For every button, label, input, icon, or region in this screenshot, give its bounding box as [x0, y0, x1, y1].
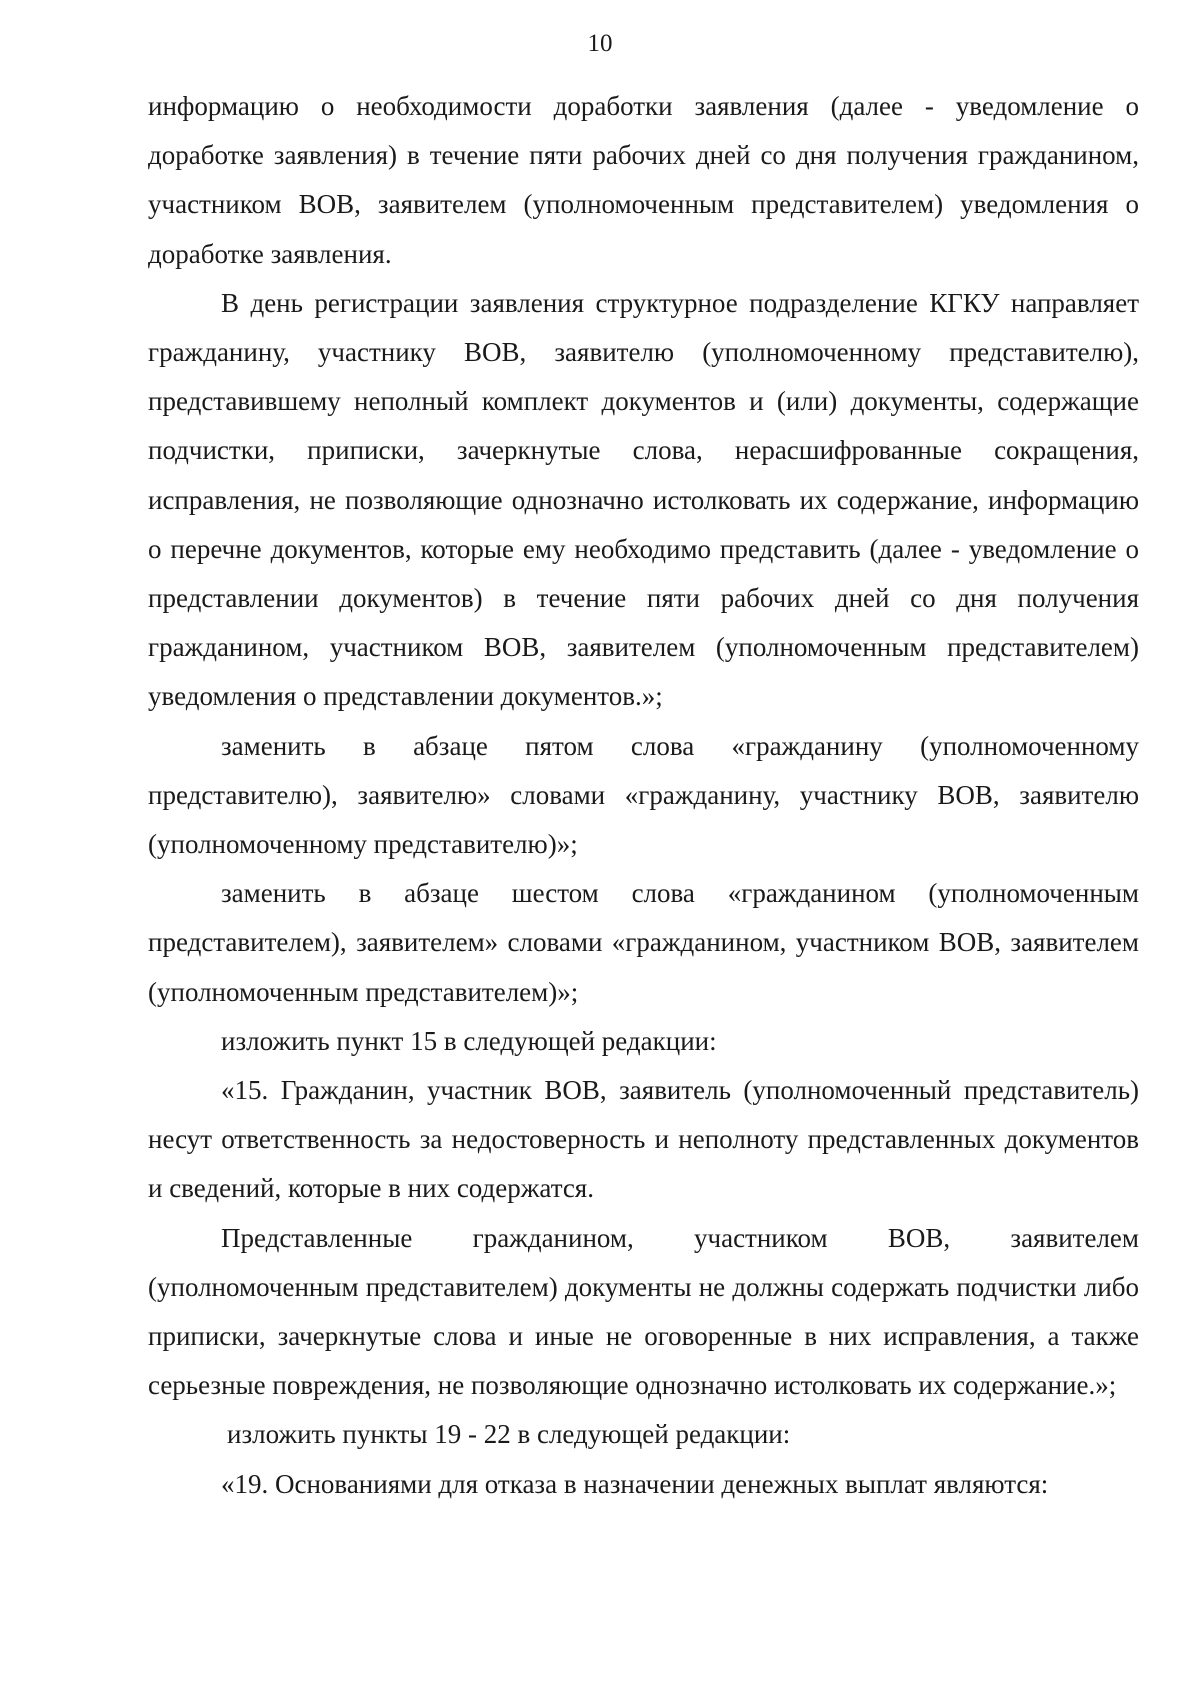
paragraph-point-15: «15. Гражданин, участник ВОВ, заявитель (уполномоченный представитель) несут ответственность за недостоверность и неполноту представленных документов и сведений, которые в них содержатся. [148, 1075, 1139, 1204]
paragraph-amend-sixth: заменить в абзаце шестом слова «гражданином (уполномоченным представителем), заявителем» словами «гражданином, участником ВОВ, заявителем (уполномоченным представителем)»; [148, 878, 1139, 1007]
paragraph-documents-requirements: Представленные гражданином, участником ВОВ, заявителем (уполномоченным представителем) документы не должны содержать подчистки либо приписки, зачеркнутые слова и иные не оговоренные в них исправления, а также серьезные повреждения, не позволяющие однозначно истолковать их содержание.»; [148, 1222, 1139, 1401]
paragraph-registration-notice: В день регистрации заявления структурное подразделение КГКУ направляет гражданину, участнику ВОВ, заявителю (уполномоченному представителю), представившему неполный комплект документов и (или) документы, содержащие подчистки, приписки, зачеркнутые слова, нерасшифрованные сокращения, исправления, не позволяющие однозначно истолковать их содержание, информацию о перечне документов, которые ему необходимо представить (далее - уведомление о представлении документов) в течение пяти рабочих дней со дня получения гражданином, участником ВОВ, заявителем (уполномоченным представителем) уведомления о представлении документов.»; [148, 287, 1139, 712]
paragraph-continuation: информацию о необходимости доработки заявления (далее - уведомление о доработке заявления) в течение пяти рабочих дней со дня получения гражданином, участником ВОВ, заявителем (уполномоченным представителем) уведомления о доработке заявления. [148, 91, 1139, 269]
paragraph-point-15-intro: изложить пункт 15 в следующей редакции: [221, 1025, 717, 1056]
document-body [148, 82, 1139, 1509]
paragraph-amend-fifth: заменить в абзаце пятом слова «гражданину (уполномоченному представителю), заявителю» словами «гражданину, участнику ВОВ, заявителю (уполномоченному представителю)»; [148, 730, 1139, 860]
paragraph-points-19-22-intro: изложить пункты 19 - 22 в следующей редакции: [227, 1419, 791, 1450]
page-number: 10 [587, 30, 613, 57]
paragraph-point-19: «19. Основаниями для отказа в назначении денежных выплат являются: [221, 1468, 1049, 1499]
